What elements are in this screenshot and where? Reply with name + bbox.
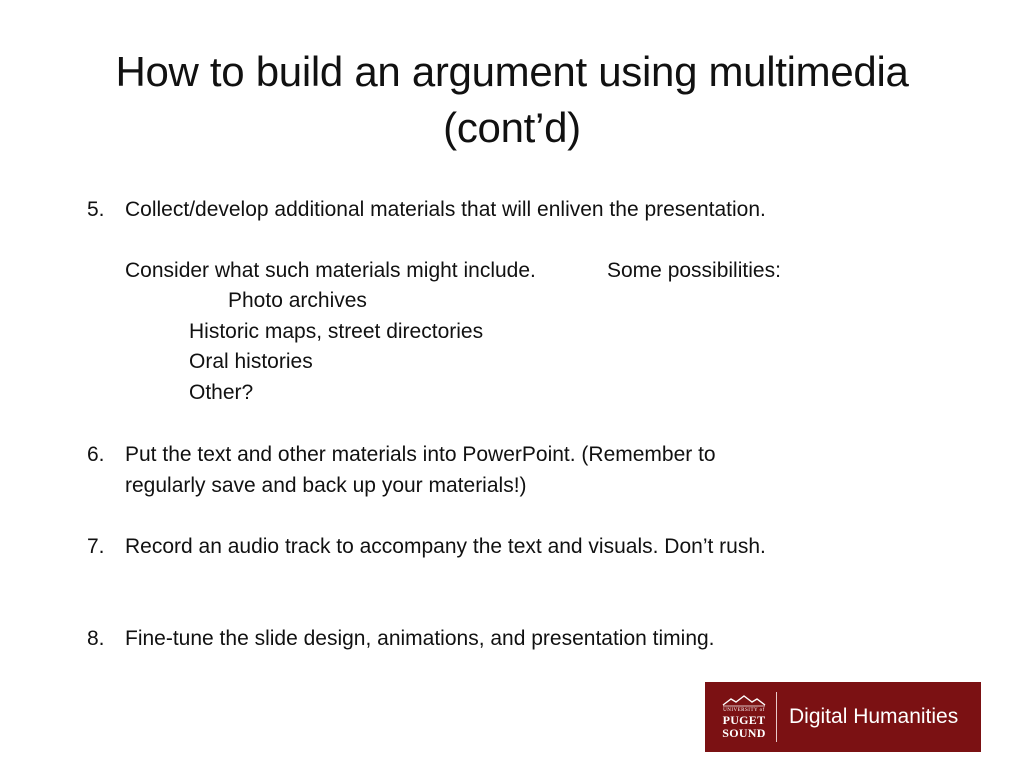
sub-list-item: Other?	[189, 381, 254, 404]
mountain-icon	[721, 695, 767, 707]
university-name-line-2: SOUND	[722, 725, 766, 740]
item-6-text-line-1: Put the text and other materials into PowerPoint. (Remember to	[125, 443, 716, 466]
item-6-text-line-2: regularly save and back up your materials!)	[125, 474, 527, 497]
item-8-text: Fine-tune the slide design, animations, and presentation timing.	[125, 627, 715, 650]
item-8-number: 8.	[87, 627, 105, 650]
item-6-number: 6.	[87, 443, 105, 466]
item-5-text: Collect/develop additional materials that will enliven the presentation.	[125, 198, 766, 221]
item-7-number: 7.	[87, 535, 105, 558]
slide-title-line-2: (cont’d)	[443, 104, 581, 151]
sub-list-item: Photo archives	[228, 289, 367, 312]
digital-humanities-label: Digital Humanities	[789, 705, 959, 728]
university-name-line-1: PUGET	[722, 712, 766, 727]
slide-title-line-1: How to build an argument using multimedia	[115, 48, 909, 95]
sub-list-item: Oral histories	[189, 350, 313, 373]
sub-list-item: Historic maps, street directories	[189, 320, 484, 343]
item-7-text: Record an audio track to accompany the text and visuals. Don’t rush.	[125, 535, 766, 558]
consider-text: Consider what such materials might include.	[125, 259, 536, 282]
university-small-label: UNIVERSITY of	[723, 707, 765, 713]
item-5-number: 5.	[87, 198, 105, 221]
university-seal	[717, 688, 771, 746]
slide-title	[40, 44, 984, 156]
logo-divider	[776, 692, 777, 742]
possibilities-text: Some possibilities:	[607, 259, 781, 282]
puget-sound-digital-humanities-logo	[705, 682, 981, 752]
